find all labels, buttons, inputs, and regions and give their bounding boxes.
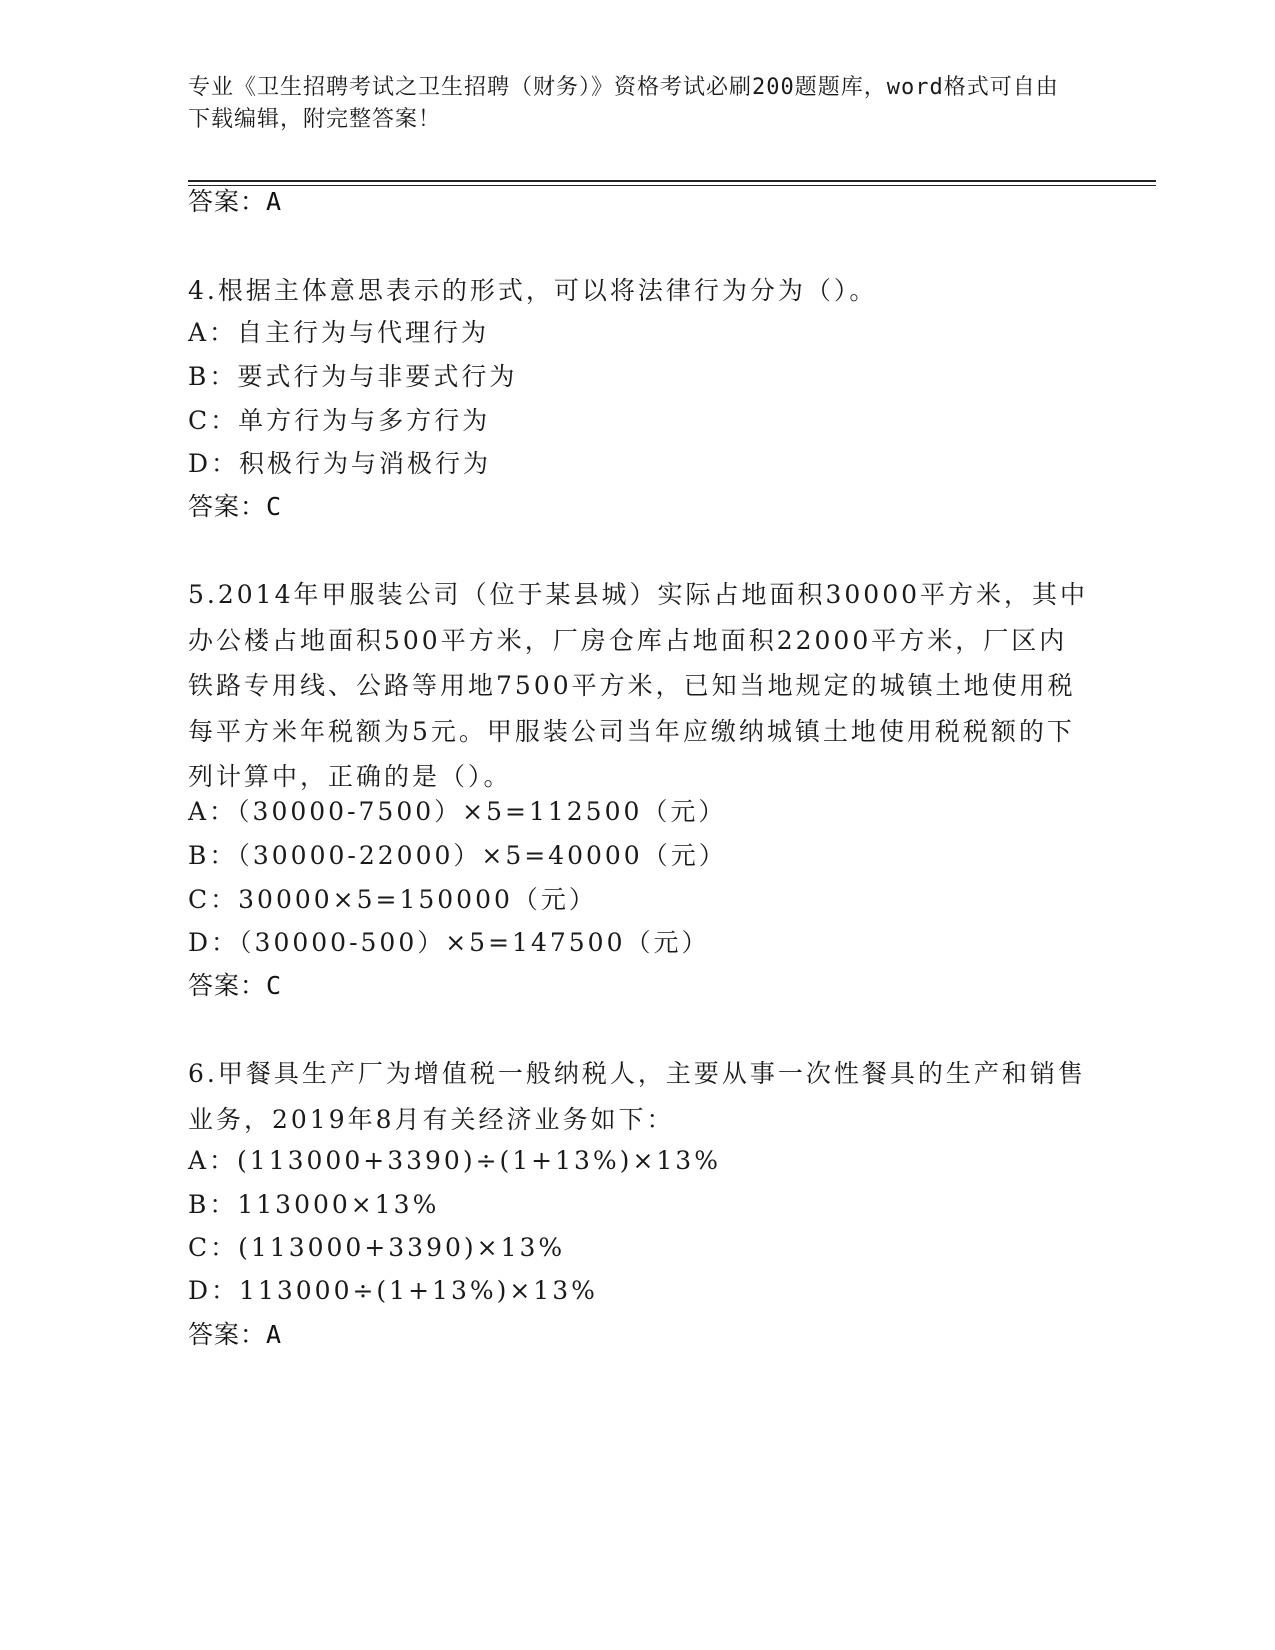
question-4-answer: 答案：C [188, 492, 283, 521]
answer-previous: 答案：A [188, 187, 283, 216]
question-6-option-d: D：113000÷(1+13%)×13% [188, 1276, 598, 1305]
question-5-option-b: B：（30000-22000）×5=40000（元） [188, 841, 727, 870]
question-5-answer: 答案：C [188, 971, 283, 1000]
question-5-stem: 5.2014年甲服装公司（位于某县城）实际占地面积30000平方米，其中办公楼占地面积500平方米，厂房仓库占地面积22000平方米，厂区内铁路专用线、公路等用地7500平方米，已知当地规定的城镇土地使用税每平方米年税额为5元。甲服装公司当年应缴纳城镇土地使用税税额的下列计算中，正确的是（）。 [188, 580, 1089, 791]
question-6-answer: 答案：A [188, 1320, 283, 1349]
question-4-option-b: B：要式行为与非要式行为 [188, 362, 518, 391]
question-5-option-c: C：30000×5=150000（元） [188, 885, 597, 914]
question-6-option-b: B：113000×13% [188, 1190, 440, 1219]
question-4-option-c: C：单方行为与多方行为 [188, 406, 491, 435]
question-6-option-a: A：(113000+3390)÷(1+13%)×13% [188, 1146, 721, 1175]
question-5-option-d: D：（30000-500）×5=147500（元） [188, 928, 710, 957]
header-divider [188, 180, 1156, 182]
question-6-stem: 6.甲餐具生产厂为增值税一般纳税人，主要从事一次性餐具的生产和销售业务，2019年8月有关经济业务如下： [188, 1059, 1086, 1134]
page-header: 专业《卫生招聘考试之卫生招聘（财务）》资格考试必刷200题题库，word格式可自由下载编辑，附完整答案！ [188, 75, 1059, 132]
question-4-stem: 4.根据主体意思表示的形式，可以将法律行为分为（）。 [188, 276, 878, 305]
header-divider-thin [188, 185, 1156, 186]
question-4-option-a: A：自主行为与代理行为 [188, 318, 490, 347]
question-5-option-a: A：（30000-7500）×5=112500（元） [188, 797, 727, 826]
question-4-option-d: D：积极行为与消极行为 [188, 449, 492, 478]
question-6-option-c: C：(113000+3390)×13% [188, 1233, 566, 1262]
